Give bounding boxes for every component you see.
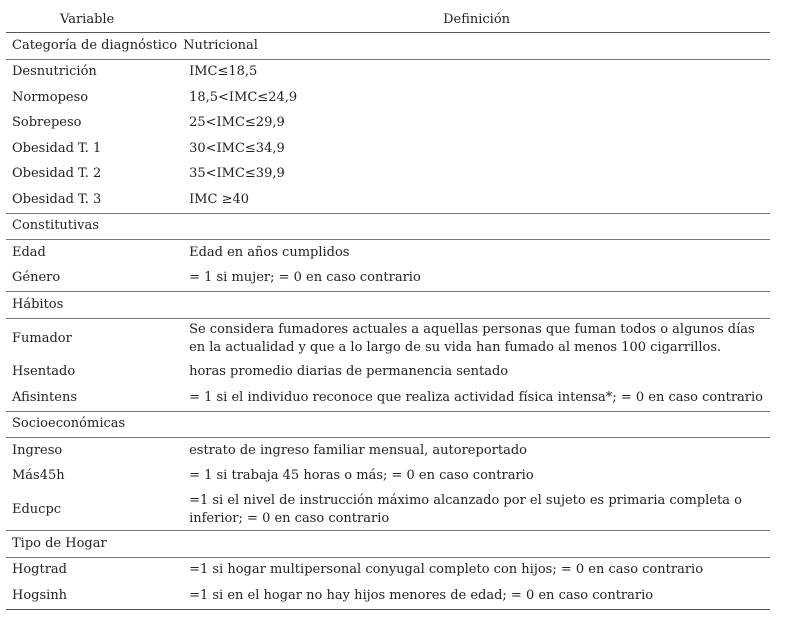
section-header	[6, 213, 770, 240]
table-row	[6, 583, 770, 609]
section-header	[6, 33, 770, 60]
variable-cell: Hogtrad	[12, 562, 67, 578]
section-title: Socioeconómicas	[6, 411, 770, 438]
variable-cell: Hsentado	[12, 364, 76, 380]
definition-cell: estrato de ingreso familiar mensual, autoreportado	[189, 442, 527, 458]
variable-cell: Sobrepeso	[12, 115, 82, 131]
table-row	[6, 162, 770, 188]
table-row	[6, 489, 770, 531]
table-row	[6, 557, 770, 583]
table-row	[6, 438, 770, 464]
definition-cell: 35<IMC≤39,9	[189, 166, 285, 182]
definition-cell: IMC≤18,5	[189, 64, 258, 80]
table-row	[6, 266, 770, 292]
definition-cell: 18,5<IMC≤24,9	[189, 89, 298, 105]
definition-cell: =1 si hogar multipersonal conyugal completo con hijos; = 0 en caso contrario	[189, 562, 704, 578]
table-row	[6, 240, 770, 266]
table-row	[6, 360, 770, 386]
definition-cell: 30<IMC≤34,9	[189, 140, 285, 156]
header-variable: Variable	[6, 8, 183, 33]
variable-cell: Obesidad T. 2	[12, 166, 102, 182]
variable-cell: Ingreso	[12, 442, 63, 458]
section-title-extra: Nutricional	[183, 33, 770, 60]
definition-cell: 25<IMC≤29,9	[189, 115, 285, 131]
header-row	[6, 8, 770, 33]
variable-cell: Más45h	[12, 468, 65, 484]
section-title: Categoría de diagnóstico	[6, 33, 183, 60]
section-title: Tipo de Hogar	[6, 531, 770, 558]
table-row	[6, 85, 770, 111]
definition-cell: =1 si en el hogar no hay hijos menores de edad; = 0 en caso contrario	[183, 583, 770, 609]
variable-cell: Fumador	[12, 331, 72, 346]
definition-cell: IMC ≥40	[183, 187, 770, 213]
table-row	[6, 187, 770, 213]
table-row	[6, 385, 770, 411]
table-row	[6, 318, 770, 360]
header-definition: Definición	[183, 8, 770, 33]
section-header	[6, 411, 770, 438]
definition-cell: = 1 si trabaja 45 horas o más; = 0 en caso contrario	[189, 468, 534, 484]
definition-cell: = 1 si el individuo reconoce que realiza actividad física intensa*; = 0 en caso contrario	[183, 385, 770, 411]
section-title: Hábitos	[6, 292, 770, 319]
definition-cell: Se considera fumadores actuales a aquellas personas que fuman todos o algunos días en la actualidad y que a lo largo de su vida han fumado al menos 100 cigarrillos.	[189, 322, 755, 355]
table-row	[6, 136, 770, 162]
variable-cell: Edad	[12, 244, 46, 260]
variable-cell: Género	[6, 266, 183, 292]
section-header	[6, 531, 770, 558]
definition-cell: Edad en años cumplidos	[189, 244, 350, 260]
variable-cell: Afisintens	[6, 385, 183, 411]
section-title: Constitutivas	[6, 213, 770, 240]
section-header	[6, 292, 770, 319]
definition-cell: horas promedio diarias de permanencia sentado	[189, 364, 509, 380]
variables-table	[6, 8, 770, 610]
variable-cell: Desnutrición	[12, 64, 97, 80]
definition-cell: = 1 si mujer; = 0 en caso contrario	[183, 266, 770, 292]
variable-cell: Obesidad T. 3	[6, 187, 183, 213]
variable-cell: Hogsinh	[6, 583, 183, 609]
definition-cell: =1 si el nivel de instrucción máximo alcanzado por el sujeto es primaria completa o inferior; = 0 en caso contrario	[183, 489, 770, 531]
table-row	[6, 464, 770, 490]
table-row	[6, 111, 770, 137]
variable-cell: Obesidad T. 1	[12, 140, 102, 156]
table-row	[6, 59, 770, 85]
variable-cell: Educpc	[6, 489, 183, 531]
variable-cell: Normopeso	[12, 89, 89, 105]
